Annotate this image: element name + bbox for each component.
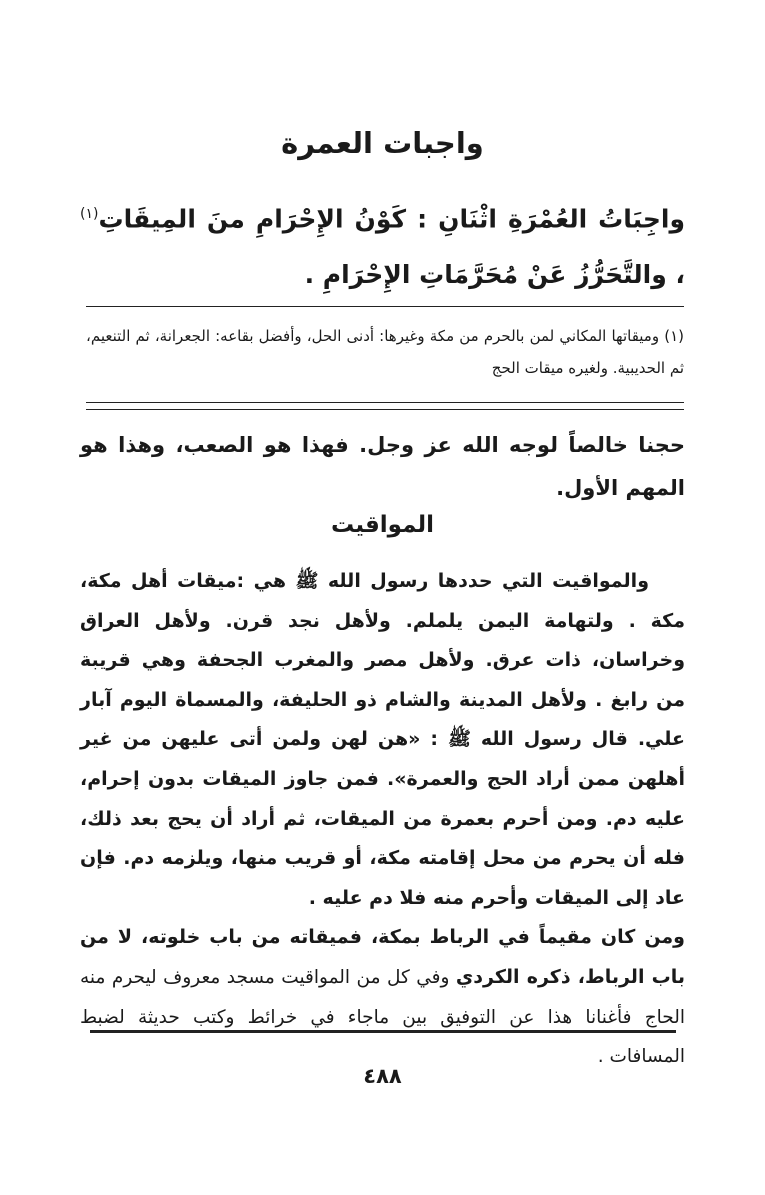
paragraph-ribat-note: وفي كل من المواقيت مسجد معروف ليحرم منه الحاج فأغنانا هذا عن التوفيق بين ماجاء في خرائط وكتب حديثة لضبط المسافات . [80,966,685,1068]
footnote-separator [86,306,684,307]
section-title: المواقيت [330,512,435,538]
main-text [80,186,685,303]
paragraph-mawaqit: والمواقيت التي حددها رسول الله ﷺ هي :ميقات أهل مكة، مكة . ولتهامة اليمن يلملم. ولأهل نجد قرن. ولأهل العراق وخراسان، ذات عرق. ولأهل مصر والمغرب الجحفة وهي قريبة من رابغ . ولأهل المدينة والشام ذو الحليفة، والمسماة اليوم آبار علي. قال رسول الله ﷺ : «هن لهن ولمن أتى عليهن من غير أهلهن ممن أراد الحج والعمرة». فمن جاوز الميقات بدون إحرام، عليه دم. ومن أحرم بعمرة من الميقات، ثم أراد أن يحج بعد ذلك، فله أن يحرم من محل إقامته مكة، أو قريب منها، ويلزمه دم. فإن عاد إلى الميقات وأحرم منه فلا دم عليه . [80,570,685,909]
main-text-part-1: واجِبَاتُ العُمْرَةِ اثْنَانِ : كَوْنُ الإِحْرَامِ منَ المِيقَاتِ [98,204,685,234]
paragraph-ribat [80,918,685,1076]
main-text-part-2: ، والتَّحَرُّزُ عَنْ مُحَرَّمَاتِ الإِحْرَامِ . [304,260,685,290]
page-number: ٤٨٨ [363,1064,402,1088]
bottom-rule [90,1030,676,1033]
footnote: (١) وميقاتها المكاني لمن بالحرم من مكة وغيرها: أدنى الحل، وأفضل بقاعه: الجعرانة، ثم التنعيم، ثم الحديبية. ولغيره ميقات الحج [86,327,684,377]
page-title: واجبات العمرة [281,126,484,160]
paragraph-ribat-main: ومن كان مقيماً في الرباط بمكة، فميقاته من باب خلوته، لا من باب الرباط، ذكره الكردي [80,926,686,988]
commentary-continuation: حجنا خالصاً لوجه الله عز وجل. فهذا هو الصعب، وهذا هو المهم الأول. [80,433,685,500]
footnote-marker: (١) [80,206,99,222]
double-divider [86,402,684,410]
section-body [80,562,685,1077]
